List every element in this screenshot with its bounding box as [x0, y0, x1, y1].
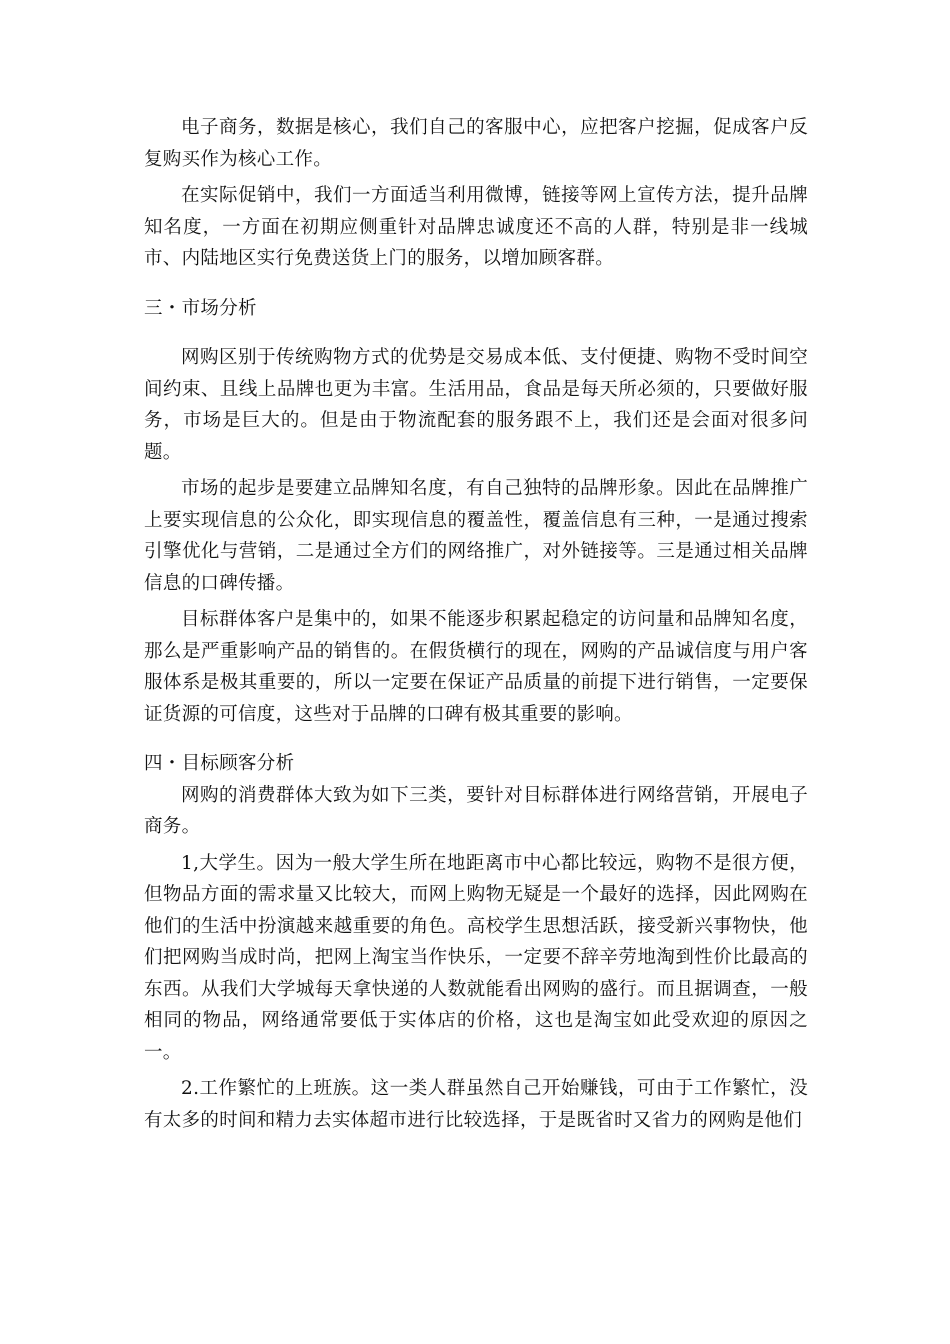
paragraph-consumer-groups: 网购的消费群体大致为如下三类，要针对目标群体进行网络营销，开展电子商务。: [144, 784, 808, 837]
section-heading-market-analysis: 三・市场分析: [144, 297, 257, 319]
paragraph-online-shopping-advantages: 网购区别于传统购物方式的优势是交易成本低、支付便捷、购物不受时间空间约束、且线上品牌也更为丰富。生活用品，食品是每天所必须的，只要做好服务，市场是巨大的。但是由于物流配套的服务跟不上，我们还是会面对很多问题。: [144, 347, 808, 463]
document-page: [144, 112, 808, 1141]
paragraph-brand-awareness: 市场的起步是要建立品牌知名度，有自己独特的品牌形象。因此在品牌推广上要实现信息的公众化，即实现信息的覆盖性，覆盖信息有三种，一是通过搜索引擎优化与营销，二是通过全方们的网络推广，对外链接等。三是通过相关品牌信息的口碑传播。: [144, 478, 808, 594]
paragraph-office-workers: 2.工作繁忙的上班族。这一类人群虽然自己开始赚钱，可由于工作繁忙，没有太多的时间和精力去实体超市进行比较选择，于是既省时又省力的网购是他们: [144, 1078, 808, 1131]
paragraph-college-students: 1,大学生。因为一般大学生所在地距离市中心都比较远，购物不是很方便，但物品方面的需求量又比较大，而网上购物无疑是一个最好的选择，因此网购在他们的生活中扮演越来越重要的角色。高校学生思想活跃，接受新兴事物快，他们把网购当成时尚，把网上淘宝当作快乐，一定要不辞辛劳地淘到性价比最高的东西。从我们大学城每天拿快递的人数就能看出网购的盛行。而且据调查，一般相同的物品，网络通常要低于实体店的价格，这也是淘宝如此受欢迎的原因之一。: [144, 852, 808, 1063]
paragraph-customer-service: 电子商务，数据是核心，我们自己的客服中心，应把客户挖掘，促成客户反复购买作为核心工作。: [144, 117, 808, 170]
paragraph-target-group: 目标群体客户是集中的，如果不能逐步积累起稳定的访问量和品牌知名度，那么是严重影响产品的销售的。在假货横行的现在，网购的产品诚信度与用户客服体系是极其重要的，所以一定要在保证产品质量的前提下进行销售，一定要保证货源的可信度，这些对于品牌的口碑有极其重要的影响。: [144, 609, 808, 725]
section-heading-target-customers: 四・目标顾客分析: [144, 753, 295, 774]
paragraph-promotion: 在实际促销中，我们一方面适当利用微博，链接等网上宣传方法，提升品牌知名度，一方面在初期应侧重针对品牌忠诚度还不高的人群，特别是非一线城市、内陆地区实行免费送货上门的服务，以增加顾客群。: [144, 185, 808, 269]
